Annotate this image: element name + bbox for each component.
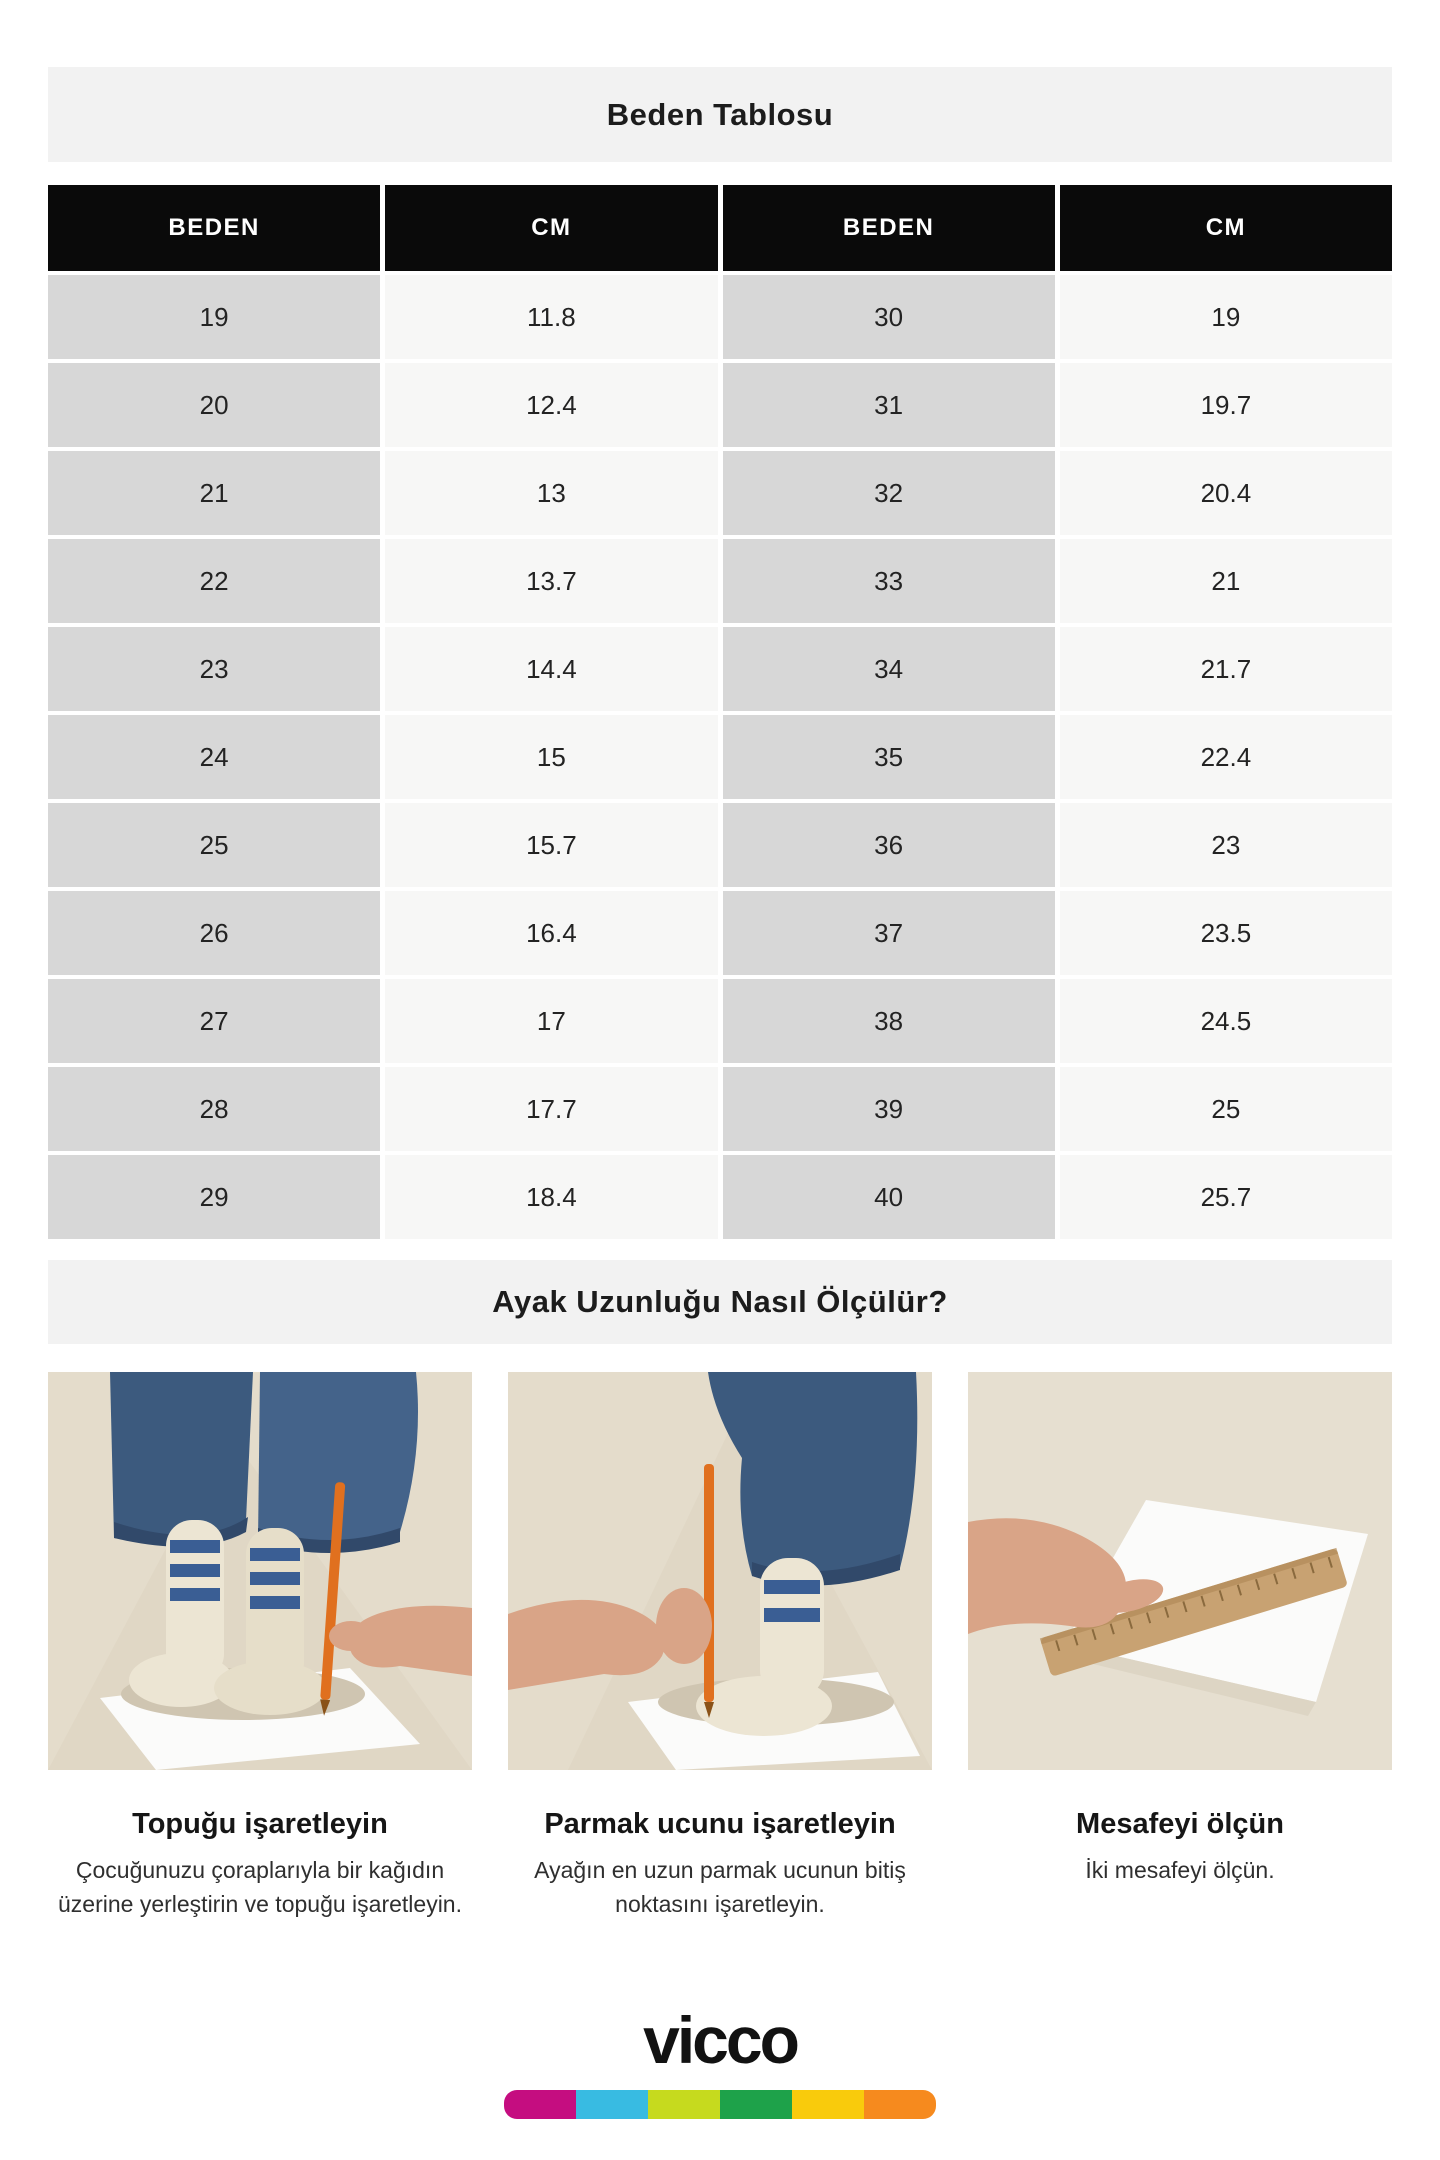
pencil-icon xyxy=(704,1464,714,1718)
cm-value-cell: 20.4 xyxy=(1060,451,1392,535)
brand-bar-segment xyxy=(648,2090,720,2119)
col-header-cm-right: CM xyxy=(1060,185,1392,271)
right-sock-stripe xyxy=(250,1548,300,1561)
measure-section-title-band xyxy=(48,1260,1392,1344)
step-heading: Topuğu işaretleyin xyxy=(132,1808,388,1840)
left-sock-stripe xyxy=(170,1588,220,1601)
cm-value-cell: 14.4 xyxy=(385,627,717,711)
size-value-cell: 37 xyxy=(723,891,1055,975)
size-value-cell: 24 xyxy=(48,715,380,799)
cm-value-cell: 24.5 xyxy=(1060,979,1392,1063)
size-value-cell: 35 xyxy=(723,715,1055,799)
size-guide-page xyxy=(0,67,1440,2160)
cm-value-cell: 13.7 xyxy=(385,539,717,623)
cm-value-cell: 18.4 xyxy=(385,1155,717,1239)
left-sock-stripe xyxy=(170,1540,220,1553)
size-value-cell: 21 xyxy=(48,451,380,535)
step-body: İki mesafeyi ölçün. xyxy=(1085,1857,1275,1883)
size-value-cell: 31 xyxy=(723,363,1055,447)
measure-section-title: Ayak Uzunluğu Nasıl Ölçülür? xyxy=(492,1284,948,1319)
step-body: Ayağın en uzun parmak ucunun bitiş noktasını işaretleyin. xyxy=(534,1857,906,1917)
size-value-cell: 32 xyxy=(723,451,1055,535)
brand-logo-wordmark: vicco xyxy=(643,2003,797,2077)
step-mark-toe xyxy=(508,1372,932,1921)
size-value-cell: 23 xyxy=(48,627,380,711)
cm-value-cell: 23 xyxy=(1060,803,1392,887)
cm-value-cell: 15 xyxy=(385,715,717,799)
cm-value-cell: 17 xyxy=(385,979,717,1063)
size-value-cell: 28 xyxy=(48,1067,380,1151)
size-value-cell: 38 xyxy=(723,979,1055,1063)
cm-value-cell: 16.4 xyxy=(385,891,717,975)
cm-value-cell: 25 xyxy=(1060,1067,1392,1151)
size-value-cell: 40 xyxy=(723,1155,1055,1239)
size-value-cell: 36 xyxy=(723,803,1055,887)
col-header-beden-right: BEDEN xyxy=(723,185,1055,271)
toe-marking-photo xyxy=(508,1372,932,1770)
cm-value-cell: 19.7 xyxy=(1060,363,1392,447)
brand-footer xyxy=(0,2003,1440,2119)
col-header-cm-left: CM xyxy=(385,185,717,271)
foot xyxy=(696,1676,832,1736)
right-sock-stripe xyxy=(250,1596,300,1609)
cm-value-cell: 13 xyxy=(385,451,717,535)
cm-value-cell: 21 xyxy=(1060,539,1392,623)
brand-bar-segment xyxy=(576,2090,648,2119)
measure-steps xyxy=(48,1372,1392,1921)
size-chart-title-band xyxy=(48,67,1392,162)
size-value-cell: 25 xyxy=(48,803,380,887)
sock-stripe xyxy=(764,1608,820,1622)
size-value-cell: 33 xyxy=(723,539,1055,623)
cm-value-cell: 22.4 xyxy=(1060,715,1392,799)
cm-value-cell: 21.7 xyxy=(1060,627,1392,711)
size-value-cell: 27 xyxy=(48,979,380,1063)
heel-marking-photo xyxy=(48,1372,472,1770)
brand-bar-segment xyxy=(864,2090,936,2119)
step-measure-distance xyxy=(968,1372,1392,1921)
cm-value-cell: 19 xyxy=(1060,275,1392,359)
size-value-cell: 29 xyxy=(48,1155,380,1239)
cm-value-cell: 23.5 xyxy=(1060,891,1392,975)
jeans-left-leg xyxy=(110,1372,253,1541)
size-chart-title: Beden Tablosu xyxy=(606,96,834,132)
cm-value-cell: 15.7 xyxy=(385,803,717,887)
ruler-measuring-photo xyxy=(968,1372,1392,1770)
right-sock-stripe xyxy=(250,1572,300,1585)
size-value-cell: 34 xyxy=(723,627,1055,711)
step-mark-heel xyxy=(48,1372,472,1921)
size-table xyxy=(48,185,1392,1239)
left-sock-stripe xyxy=(170,1564,220,1577)
right-foot xyxy=(214,1661,326,1715)
sock-stripe xyxy=(764,1580,820,1594)
step-body: Çocuğunuzu çoraplarıyla bir kağıdın üzerine yerleştirin ve topuğu işaretleyin. xyxy=(58,1857,462,1917)
brand-bar-segment xyxy=(504,2090,576,2119)
brand-bar-segment xyxy=(720,2090,792,2119)
cm-value-cell: 11.8 xyxy=(385,275,717,359)
size-value-cell: 19 xyxy=(48,275,380,359)
cm-value-cell: 17.7 xyxy=(385,1067,717,1151)
size-value-cell: 30 xyxy=(723,275,1055,359)
size-value-cell: 22 xyxy=(48,539,380,623)
hand-fingers xyxy=(656,1588,712,1664)
size-value-cell: 26 xyxy=(48,891,380,975)
brand-rainbow-bar xyxy=(504,2090,936,2119)
size-value-cell: 39 xyxy=(723,1067,1055,1151)
cm-value-cell: 25.7 xyxy=(1060,1155,1392,1239)
step-heading: Mesafeyi ölçün xyxy=(1076,1808,1284,1840)
size-value-cell: 20 xyxy=(48,363,380,447)
col-header-beden-left: BEDEN xyxy=(48,185,380,271)
brand-bar-segment xyxy=(792,2090,864,2119)
hand-fingers xyxy=(329,1621,373,1651)
step-heading: Parmak ucunu işaretleyin xyxy=(544,1808,896,1840)
cm-value-cell: 12.4 xyxy=(385,363,717,447)
